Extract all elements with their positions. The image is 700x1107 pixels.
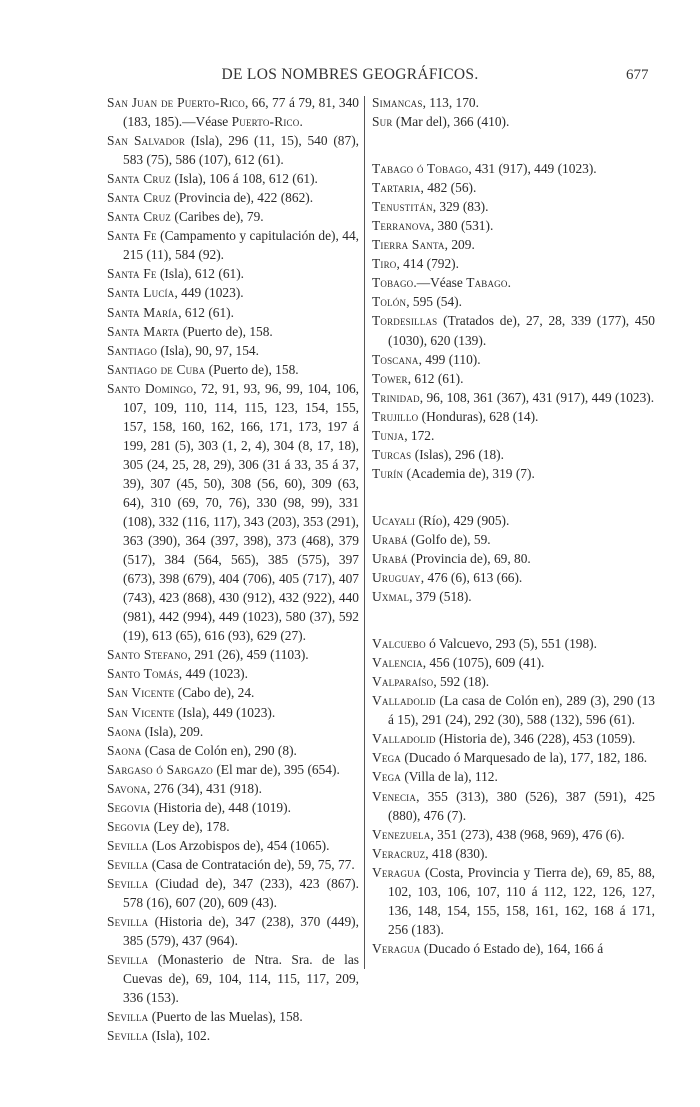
index-entry bbox=[372, 426, 655, 445]
entry-cross-reference: Puerto-Rico bbox=[231, 114, 300, 130]
entry-references: (Isla), 90, 97, 154. bbox=[157, 342, 259, 358]
index-entry bbox=[372, 445, 655, 464]
entry-references: , 476 (6), 613 (66). bbox=[420, 570, 523, 586]
entry-headword: Savona bbox=[107, 780, 147, 796]
index-entry bbox=[107, 855, 359, 874]
index-entry bbox=[107, 760, 359, 779]
entry-headword: Santa Marta bbox=[107, 323, 180, 339]
entry-headword: Tiro bbox=[372, 256, 397, 272]
entry-references: (Isla), 209. bbox=[141, 723, 204, 739]
index-entry bbox=[107, 836, 359, 855]
entry-references: , 449 (1023). bbox=[178, 666, 248, 682]
entry-headword: Santa Cruz bbox=[107, 209, 172, 225]
entry-references: (Historia de), 347 (238), 370 (449), 385 (579), 437 (964). bbox=[123, 914, 359, 949]
index-entry bbox=[107, 207, 359, 226]
entry-headword: San Juan de Puerto-Rico bbox=[107, 95, 245, 110]
index-column-left bbox=[107, 93, 359, 1045]
entry-references: (Campamento y capitulación de), 44, 215 (11), 584 (92). bbox=[123, 228, 359, 263]
entry-headword: Tabago ó Tobago bbox=[372, 161, 469, 177]
section-gap bbox=[372, 606, 655, 634]
index-entry bbox=[107, 1026, 359, 1045]
entry-headword: Veragua bbox=[372, 864, 421, 880]
entry-headword: Turín bbox=[372, 465, 404, 481]
entry-references: (Costa, Provincia y Tierra de), 69, 85, 88, 102, 103, 106, 107, 110 á 112, 122, 126, 127, 136, 148, 154, 155, 158, 161, 162, 168 á 171, 256 (183). bbox=[388, 864, 655, 937]
entry-references: (Ciudad de), 347 (233), 423 (867). 578 (16), 607 (20), 609 (43). bbox=[123, 875, 359, 910]
entry-headword: Vega bbox=[372, 769, 401, 785]
index-entry bbox=[372, 511, 655, 530]
entry-references: (Villa de la), 112. bbox=[400, 769, 498, 785]
index-entry bbox=[372, 729, 655, 748]
entry-headword: Ucayali bbox=[372, 512, 416, 528]
index-entry bbox=[372, 939, 655, 958]
index-entry bbox=[107, 779, 359, 798]
entry-headword: Tartaria bbox=[372, 180, 421, 196]
entry-references: (Ducado ó Estado de), 164, 166 á bbox=[420, 940, 604, 956]
entry-references: .—Véase bbox=[413, 275, 467, 291]
entry-references: (Isla), 296 (11, 15), 540 (87), 583 (75), 586 (107), 612 (61). bbox=[123, 133, 359, 168]
entry-headword: Santa Fe bbox=[107, 228, 157, 244]
index-entry bbox=[372, 672, 655, 691]
entry-headword: Sevilla bbox=[107, 914, 149, 930]
entry-references: , 209. bbox=[444, 237, 475, 253]
entry-headword: Toscana bbox=[372, 351, 419, 367]
entry-headword: Terranova bbox=[372, 218, 431, 234]
index-entry bbox=[372, 634, 655, 653]
entry-references: (Monasterio de Ntra. Sra. de las Cuevas de), 69, 104, 114, 115, 117, 209, 336 (153). bbox=[123, 952, 359, 1006]
index-entry bbox=[372, 350, 655, 369]
entry-references: (Casa de Contratación de), 59, 75, 77. bbox=[148, 856, 355, 872]
column-divider bbox=[364, 96, 365, 969]
entry-headword: Santa Lucía bbox=[107, 285, 175, 301]
index-entry bbox=[372, 844, 655, 863]
entry-headword: Santa Cruz bbox=[107, 190, 172, 206]
index-entry bbox=[372, 197, 655, 216]
entry-headword: Simancas bbox=[372, 95, 423, 110]
index-entry bbox=[107, 322, 359, 341]
entry-headword: Santo Domingo bbox=[107, 380, 194, 396]
entry-references: (Isla), 449 (1023). bbox=[174, 704, 276, 720]
index-entry bbox=[372, 530, 655, 549]
entry-references: (Mar del), 366 (410). bbox=[392, 114, 510, 130]
entry-references: (Islas), 296 (18). bbox=[411, 446, 504, 462]
entry-headword: Uxmal bbox=[372, 589, 410, 605]
entry-headword: Trinidad bbox=[372, 389, 420, 405]
index-entry bbox=[372, 112, 655, 131]
entry-references: , 172. bbox=[404, 427, 435, 443]
entry-headword: Santiago bbox=[107, 342, 158, 358]
entry-headword: Veragua bbox=[372, 940, 421, 956]
entry-headword: Turcas bbox=[372, 446, 412, 462]
entry-references: (Academia de), 319 (7). bbox=[403, 465, 535, 481]
entry-references: , 592 (18). bbox=[433, 674, 490, 690]
entry-references: , 96, 108, 361 (367), 431 (917), 449 (1023). bbox=[419, 389, 655, 405]
index-entry bbox=[107, 912, 359, 950]
entry-references: , 355 (313), 380 (526), 387 (591), 425 (880), 476 (7). bbox=[388, 788, 655, 823]
entry-cross-reference: Tabago bbox=[466, 275, 508, 291]
index-entry bbox=[107, 264, 359, 283]
entry-references: (Honduras), 628 (14). bbox=[418, 408, 539, 424]
entry-references: (Tratados de), 27, 28, 339 (177), 450 (1030), 620 (139). bbox=[388, 313, 655, 348]
index-entry bbox=[372, 311, 655, 349]
index-entry bbox=[372, 216, 655, 235]
entry-references: (Puerto de), 158. bbox=[205, 361, 299, 377]
index-entry bbox=[372, 235, 655, 254]
entry-headword: San Salvador bbox=[107, 133, 186, 149]
index-entry bbox=[107, 798, 359, 817]
entry-headword: Sur bbox=[372, 114, 393, 130]
section-gap bbox=[372, 483, 655, 511]
index-entry bbox=[107, 645, 359, 664]
entry-tail: . bbox=[299, 114, 303, 130]
entry-references: , 276 (34), 431 (918). bbox=[147, 780, 262, 796]
entry-headword: Tolón bbox=[372, 294, 407, 310]
entry-headword: Sevilla bbox=[107, 952, 149, 968]
index-entry bbox=[372, 549, 655, 568]
entry-headword: Sevilla bbox=[107, 1009, 149, 1025]
index-entry bbox=[372, 787, 655, 825]
entry-references: (Historia de), 448 (1019). bbox=[150, 799, 291, 815]
entry-references: (Caribes de), 79. bbox=[171, 209, 264, 225]
entry-references: (La casa de Colón en), 289 (3), 290 (13 á 15), 291 (24), 292 (30), 588 (132), 596 (61). bbox=[388, 693, 655, 728]
index-entry bbox=[107, 874, 359, 912]
entry-headword: Tunja bbox=[372, 427, 405, 443]
entry-references: , 612 (61). bbox=[178, 304, 234, 320]
section-gap bbox=[372, 131, 655, 159]
entry-headword: Valparaíso bbox=[372, 674, 434, 690]
index-entry bbox=[372, 369, 655, 388]
entry-references: (Ducado ó Marquesado de la), 177, 182, 186. bbox=[400, 750, 648, 766]
entry-headword: Sargaso ó Sargazo bbox=[107, 761, 213, 777]
index-entry bbox=[107, 169, 359, 188]
index-entry bbox=[107, 817, 359, 836]
index-entry bbox=[372, 825, 655, 844]
entry-headword: Sevilla bbox=[107, 856, 149, 872]
running-head bbox=[0, 66, 700, 88]
entry-references: , 380 (531). bbox=[430, 218, 494, 234]
entry-references: , 72, 91, 93, 96, 99, 104, 106, 107, 109, 110, 114, 115, 123, 154, 155, 157, 158, 160, 162, 166, 171, 173, 197 á 199, 281 (5), 303 (1, 2, 4), 304 (8, 17, 18), 305 (24, 25, 28, 29), 306 (31 á 33, 35 á 37, 39), 307 (45, 50), 308 (56, 60), 309 (63, 64), 310 (69, 70, 76), 330 (98, 99), 331 (108), 332 (116, 117), 343 (203), 353 (291), 363 (390), 364 (397, 398), 373 (468), 379 (517), 384 (564, 565), 385 (575), 397 (673), 398 (679), 404 (706), 405 (717), 407 (743), 423 (868), 430 (912), 432 (922), 440 (981), 442 (994), 449 (1023), 580 (37), 592 (19), 613 (65), 616 (93), 629 (27). bbox=[123, 380, 359, 644]
entry-headword: Vega bbox=[372, 750, 401, 766]
index-entry bbox=[372, 407, 655, 426]
entry-references: , 291 (26), 459 (1103). bbox=[187, 647, 309, 663]
index-entry bbox=[107, 360, 359, 379]
entry-headword: Venezuela bbox=[372, 826, 431, 842]
index-entry bbox=[107, 131, 359, 169]
entry-headword: Tower bbox=[372, 370, 408, 386]
index-column-right bbox=[372, 93, 655, 958]
entry-headword: Santa María bbox=[107, 304, 179, 320]
index-entry bbox=[107, 379, 359, 646]
entry-references: (Historia de), 346 (228), 453 (1059). bbox=[435, 731, 636, 747]
entry-references: (Isla), 102. bbox=[148, 1028, 211, 1044]
entry-references: , 66, 77 á 79, 81, 340 (183, 185).—Véase bbox=[123, 95, 359, 130]
entry-headword: Tordesillas bbox=[372, 313, 438, 329]
entry-headword: Santo Stefano bbox=[107, 647, 188, 663]
entry-headword: Uruguay bbox=[372, 570, 421, 586]
index-entry bbox=[107, 664, 359, 683]
entry-references: , 113, 170. bbox=[422, 95, 479, 110]
entry-references: (Puerto de las Muelas), 158. bbox=[148, 1009, 303, 1025]
entry-headword: Santiago de Cuba bbox=[107, 361, 206, 377]
entry-headword: San Vicente bbox=[107, 685, 175, 701]
entry-references: , 379 (518). bbox=[409, 589, 472, 605]
entry-references: (El mar de), 395 (654). bbox=[213, 761, 340, 777]
entry-headword: Saona bbox=[107, 742, 142, 758]
entry-references: (Provincia de), 69, 80. bbox=[407, 550, 531, 566]
entry-tail: . bbox=[507, 275, 511, 291]
entry-headword: Santa Fe bbox=[107, 266, 157, 282]
index-entry bbox=[372, 254, 655, 273]
entry-references: , 499 (110). bbox=[418, 351, 481, 367]
entry-references: (Puerto de), 158. bbox=[179, 323, 273, 339]
entry-references: , 418 (830). bbox=[425, 845, 488, 861]
entry-references: (Isla), 106 á 108, 612 (61). bbox=[171, 171, 318, 187]
index-entry bbox=[372, 568, 655, 587]
index-entry bbox=[372, 653, 655, 672]
entry-references: , 482 (56). bbox=[420, 180, 477, 196]
entry-headword: Valencia bbox=[372, 655, 423, 671]
index-entry bbox=[372, 388, 655, 407]
index-entry bbox=[107, 741, 359, 760]
entry-references: , 612 (61). bbox=[407, 370, 464, 386]
index-entry bbox=[107, 188, 359, 207]
index-entry bbox=[372, 863, 655, 939]
entry-headword: Valladolid bbox=[372, 731, 436, 747]
entry-headword: Sevilla bbox=[107, 875, 149, 891]
entry-references: (Los Arzobispos de), 454 (1065). bbox=[148, 837, 330, 853]
entry-references: (Ley de), 178. bbox=[150, 818, 230, 834]
index-entry bbox=[372, 178, 655, 197]
entry-headword: Venecia bbox=[372, 788, 417, 804]
entry-references: , 414 (792). bbox=[396, 256, 459, 272]
entry-references: (Provincia de), 422 (862). bbox=[171, 190, 314, 206]
entry-references: (Casa de Colón en), 290 (8). bbox=[141, 742, 297, 758]
index-entry bbox=[107, 341, 359, 360]
entry-references: , 431 (917), 449 (1023). bbox=[468, 161, 597, 177]
page-title: DE LOS NOMBRES GEOGRÁFICOS. bbox=[221, 66, 479, 83]
entry-references: ó Valcuevo, 293 (5), 551 (198). bbox=[425, 636, 597, 652]
index-entry bbox=[107, 722, 359, 741]
index-entry bbox=[372, 587, 655, 606]
entry-headword: Veracruz bbox=[372, 845, 426, 861]
entry-headword: Valcuebo bbox=[372, 636, 426, 652]
entry-headword: Tobago bbox=[372, 275, 414, 291]
entry-headword: Urabá bbox=[372, 531, 408, 547]
entry-headword: Saona bbox=[107, 723, 142, 739]
index-entry bbox=[107, 950, 359, 1007]
entry-references: , 456 (1075), 609 (41). bbox=[422, 655, 545, 671]
index-entry bbox=[372, 292, 655, 311]
index-entry bbox=[107, 1007, 359, 1026]
index-entry bbox=[372, 273, 655, 292]
entry-headword: Valladolid bbox=[372, 693, 436, 709]
index-entry bbox=[372, 767, 655, 786]
index-entry bbox=[372, 691, 655, 729]
index-entry bbox=[372, 464, 655, 483]
entry-headword: Tenustitán bbox=[372, 199, 433, 215]
entry-headword: Segovia bbox=[107, 818, 151, 834]
page-number: 677 bbox=[626, 67, 649, 83]
index-entry bbox=[107, 226, 359, 264]
index-entry bbox=[107, 283, 359, 302]
entry-headword: Trujillo bbox=[372, 408, 419, 424]
entry-headword: Tierra Santa bbox=[372, 237, 445, 253]
entry-headword: Urabá bbox=[372, 550, 408, 566]
entry-references: (Río), 429 (905). bbox=[415, 512, 510, 528]
entry-headword: Segovia bbox=[107, 799, 151, 815]
entry-references: , 595 (54). bbox=[406, 294, 462, 310]
entry-references: , 351 (273), 438 (968, 969), 476 (6). bbox=[430, 826, 625, 842]
index-entry bbox=[107, 303, 359, 322]
index-entry bbox=[107, 703, 359, 722]
entry-references: , 449 (1023). bbox=[174, 285, 244, 301]
index-entry bbox=[372, 93, 655, 112]
entry-headword: Santa Cruz bbox=[107, 171, 172, 187]
entry-references: , 329 (83). bbox=[432, 199, 489, 215]
entry-headword: Sevilla bbox=[107, 1028, 149, 1044]
entry-references: (Cabo de), 24. bbox=[174, 685, 255, 701]
index-entry bbox=[372, 748, 655, 767]
index-entry bbox=[107, 93, 359, 131]
index-entry bbox=[372, 159, 655, 178]
entry-references: (Isla), 612 (61). bbox=[156, 266, 245, 282]
index-entry bbox=[107, 683, 359, 702]
entry-headword: San Vicente bbox=[107, 704, 175, 720]
entry-headword: Sevilla bbox=[107, 837, 149, 853]
entry-headword: Santo Tomás bbox=[107, 666, 179, 682]
entry-references: (Golfo de), 59. bbox=[407, 531, 491, 547]
